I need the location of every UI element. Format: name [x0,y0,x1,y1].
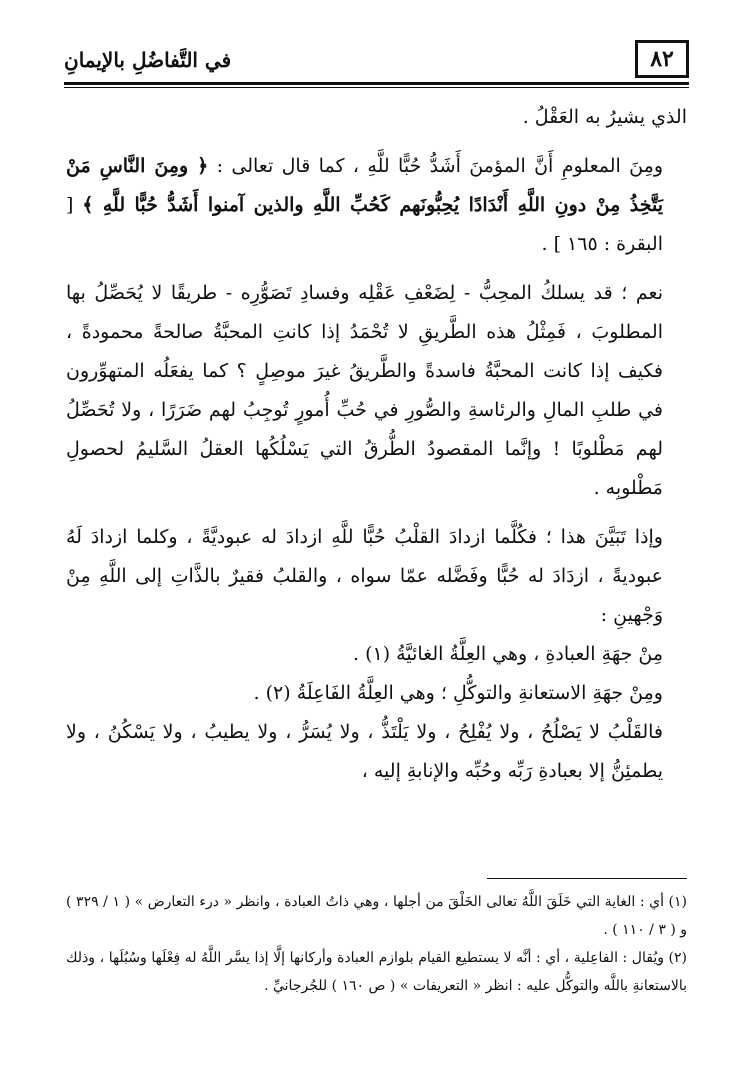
footnote-2: (٢) ويُقال : الفاعِلية ، أي : أنَّه لا يستطيع القيام بلوازم العبادة وأركانها إلَّا إذا يسَّر اللَّهُ له فِعْلَها وسُبُلَها ، وذلك بالاستعانةِ باللَّه والتوكُّل عليه : انظر « التعريفات » ( ص ١٦٠ ) للجُرجانيِّ . [66,950,687,994]
paragraph-7: فالقَلْبُ لا يَصْلُحُ ، ولا يُفْلِحُ ، ولا يَلْتَذُّ ، ولا يُسَرُّ ، ولا يطيبُ ، ولا يَسْكُنُ ، ولا يطمئِنُّ إلا بعبادةِ رَبِّه وحُبِّه والإنابةِ إليه ، [66,721,663,782]
footnote-1: (١) أي : الغاية التي خَلَقَ اللَّهُ تعالى الخَلْقَ من أجلها ، وهي ذاتُ العبادة ، وانظر « درء التعارض » ( ١ / ٣٢٩ ) و ( ٣ / ١١٠ ) . [66,894,687,938]
paragraph-4: وإذا تَبَيَّنَ هذا ؛ فكُلَّما ازدادَ القلْبُ حُبًّا للَّهِ ازدادَ له عبوديَّةً ، وكلما ازدادَ لَهُ عبوديةً ، ازدَادَ له حُبًّا وفَضَّله عمّا سواه ، والقلبُ فقيرٌ بالذَّاتِ إلى اللَّهِ مِنْ وَجْهينِ : [66,526,663,626]
header-rule-thin [64,87,689,88]
footnotes [66,888,687,1000]
paragraph-1: الذي يشيرُ به العَقْلُ . [522,106,687,128]
paragraph-6: ومِنْ جهَةِ الاستعانةِ والتوكُّلِ ؛ وهي العِلَّةُ الفَاعِلَةُ (٢) . [253,682,663,704]
paragraph-2 [66,147,687,264]
page-number: ٨٢ [635,40,689,78]
quran-verse: ﴿ ومِنَ النَّاسِ مَنْ يَتَّخِذُ مِنْ دونِ اللَّهِ أَنْدَادًا يُحِبُّونَهم كَحُبِّ اللَّهِ والذين آمنوا أَشَدُّ حُبًّا للَّهِ ﴾ [66,155,663,216]
running-title: في التَّفاضُلِ بالإيمانِ [64,48,232,72]
paragraph-3: نعم ؛ قد يسلكُ المحِبُّ - لِضَعْفِ عَقْلِه وفسادِ تَصَوُّرِه - طريقًا لا يُحَصِّلُ بها المطلوبَ ، فَمِثْلُ هذه الطَّريقِ لا تُحْمَدُ إذا كانتِ المحبَّةُ صالحةً محمودةً ، فكيف إذا كانت المحبَّةُ فاسدةً والطَّريقُ غيرَ موصِلٍ ؟ كما يفعَلُه المتهوِّرون في طلبِ المالِ والرئاسةِ والصُّورِ في حُبِّ أُمورٍ تُوجِبُ لهم ضَرَرًا ، ولا تُحَصِّلُ لهم مَطْلوبًا ! وإنَّما المقصودُ الطُّرقُ التي يَسْلُكُها العقلُ السَّليمُ لحصولِ مَطْلوبِه . [66,282,663,499]
body-text [66,98,687,791]
header-rule-thick [64,82,689,85]
page-header [64,38,689,84]
verse-reference: [ البقرة : ١٦٥ ] . [66,194,663,255]
footnote-separator [487,878,687,879]
paragraph-2-intro: ومِنَ المعلومِ أَنَّ المؤمنَ أَشَدُّ حُبًّا للَّهِ ، كما قال تعالى : [208,155,663,177]
paragraph-5: مِنْ جهَةِ العبادةِ ، وهي العِلَّةُ الغائيَّةُ (١) . [352,643,663,665]
